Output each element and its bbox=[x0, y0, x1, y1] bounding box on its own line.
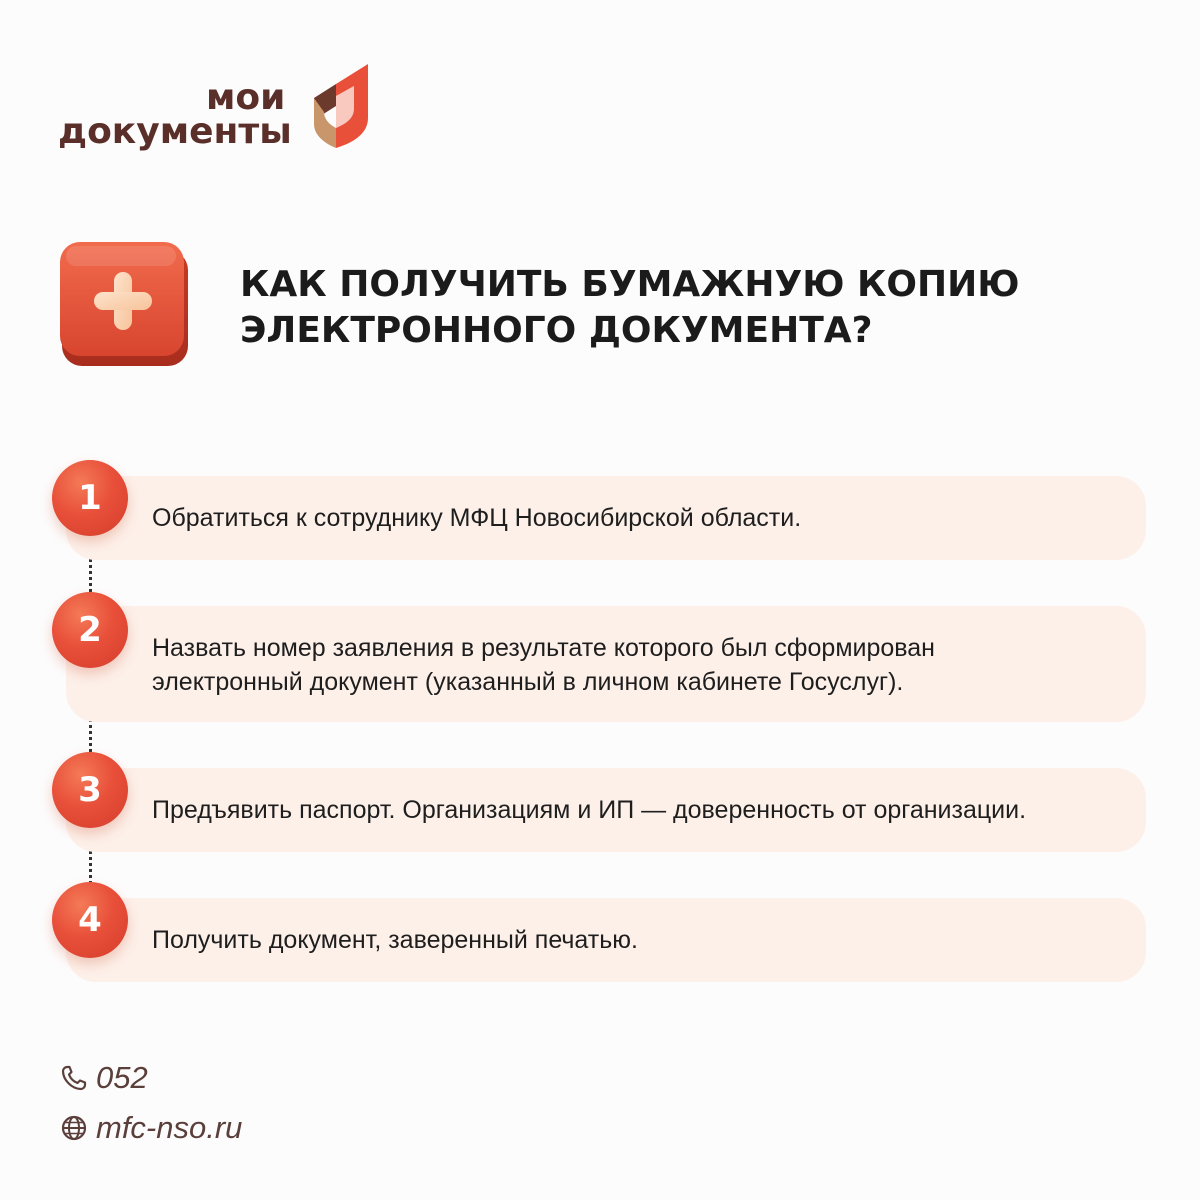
step-text bbox=[152, 631, 1106, 699]
phone-contact[interactable] bbox=[60, 1058, 148, 1098]
step-number-2: 2 bbox=[52, 592, 128, 668]
step-text: Получить документ, заверенный печатью. bbox=[152, 926, 638, 954]
website-url: mfc-nso.ru bbox=[96, 1110, 243, 1145]
step-text-line-1: Назвать номер заявления в результате которого был сформирован bbox=[152, 634, 935, 662]
step-card-3 bbox=[66, 768, 1146, 852]
logo-text-moi: мои bbox=[206, 77, 286, 118]
title-line-1: КАК ПОЛУЧИТЬ БУМАЖНУЮ КОПИЮ bbox=[240, 264, 1020, 305]
step-text: Обратиться к сотруднику МФЦ Новосибирской области. bbox=[152, 504, 802, 532]
title-line-2: ЭЛЕКТРОННОГО ДОКУМЕНТА? bbox=[240, 310, 873, 351]
step-card-4 bbox=[66, 898, 1146, 982]
website-link[interactable] bbox=[60, 1108, 242, 1148]
step-number-4: 4 bbox=[52, 882, 128, 958]
globe-icon bbox=[60, 1114, 88, 1142]
step-text-line-2: электронный документ (указанный в личном кабинете Госуслуг). bbox=[152, 668, 904, 696]
step-text: Предъявить паспорт. Организациям и ИП — доверенность от организации. bbox=[152, 796, 1027, 824]
step-number-1: 1 bbox=[52, 460, 128, 536]
phone-number: 052 bbox=[96, 1060, 148, 1095]
step-card-1 bbox=[66, 476, 1146, 560]
logo-text-dokumenty: документы bbox=[58, 111, 292, 152]
phone-icon bbox=[60, 1064, 88, 1092]
step-number-3: 3 bbox=[52, 752, 128, 828]
step-card-2 bbox=[66, 606, 1146, 722]
